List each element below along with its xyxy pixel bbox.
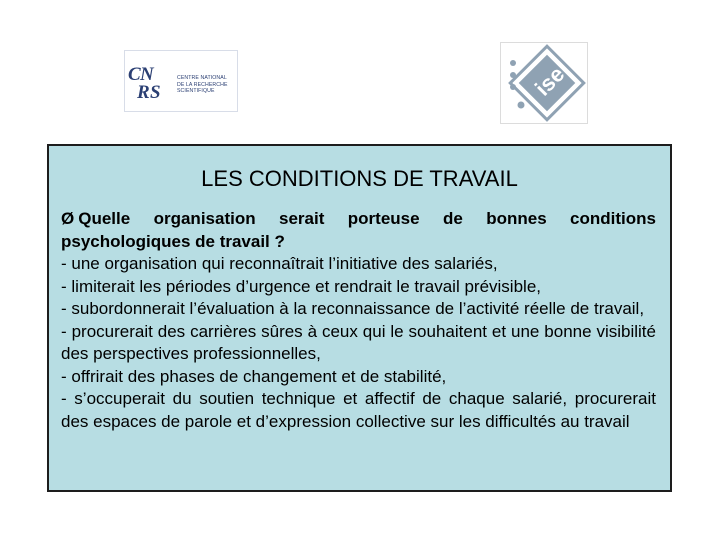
question-paragraph [61,208,656,253]
ise-logo [500,42,588,124]
content-panel [47,144,672,492]
list-item: - subordonnerait l’évaluation à la reconnaissance de l’activité réelle de travail, [61,299,645,318]
list-item: - s’occuperait du soutien technique et affectif de chaque salarié, procurerait des espaces de parole et d’expression collective sur les difficultés au travail [61,389,656,431]
list-item: - une organisation qui reconnaîtrait l’initiative des salariés, [61,254,498,273]
panel-body [61,208,656,433]
svg-text:ise: ise [530,61,570,101]
list-item: - limiterait les périodes d’urgence et rendrait le travail prévisible, [61,276,541,296]
cnrs-subtitle [177,75,237,95]
cnrs-line-2: DE LA RECHERCHE [177,81,228,88]
svg-text:S: S [150,82,161,101]
cnrs-logo [124,50,238,112]
question-text: Quelle organisation serait porteuse de bonnes conditions psychologiques de travail ? [61,209,656,251]
svg-text:N: N [140,64,154,85]
svg-text:R: R [137,82,150,101]
cnrs-line-3: SCIENTIFIQUE [177,88,215,95]
cnrs-line-1: CENTRE NATIONAL [177,75,227,81]
list-item: - offrirait des phases de changement et de stabilité, [61,366,447,386]
list-item: - procurerait des carrières sûres à ceux qui le souhaitent et une bonne visibilité des perspectives professionnelles, [61,321,656,363]
svg-text:C: C [128,64,141,85]
panel-title: LES CONDITIONS DE TRAVAIL [201,166,518,191]
cnrs-mark-icon [127,61,173,101]
ise-mark-icon [501,43,587,123]
arrow-bullet-icon: Ø [61,209,75,228]
